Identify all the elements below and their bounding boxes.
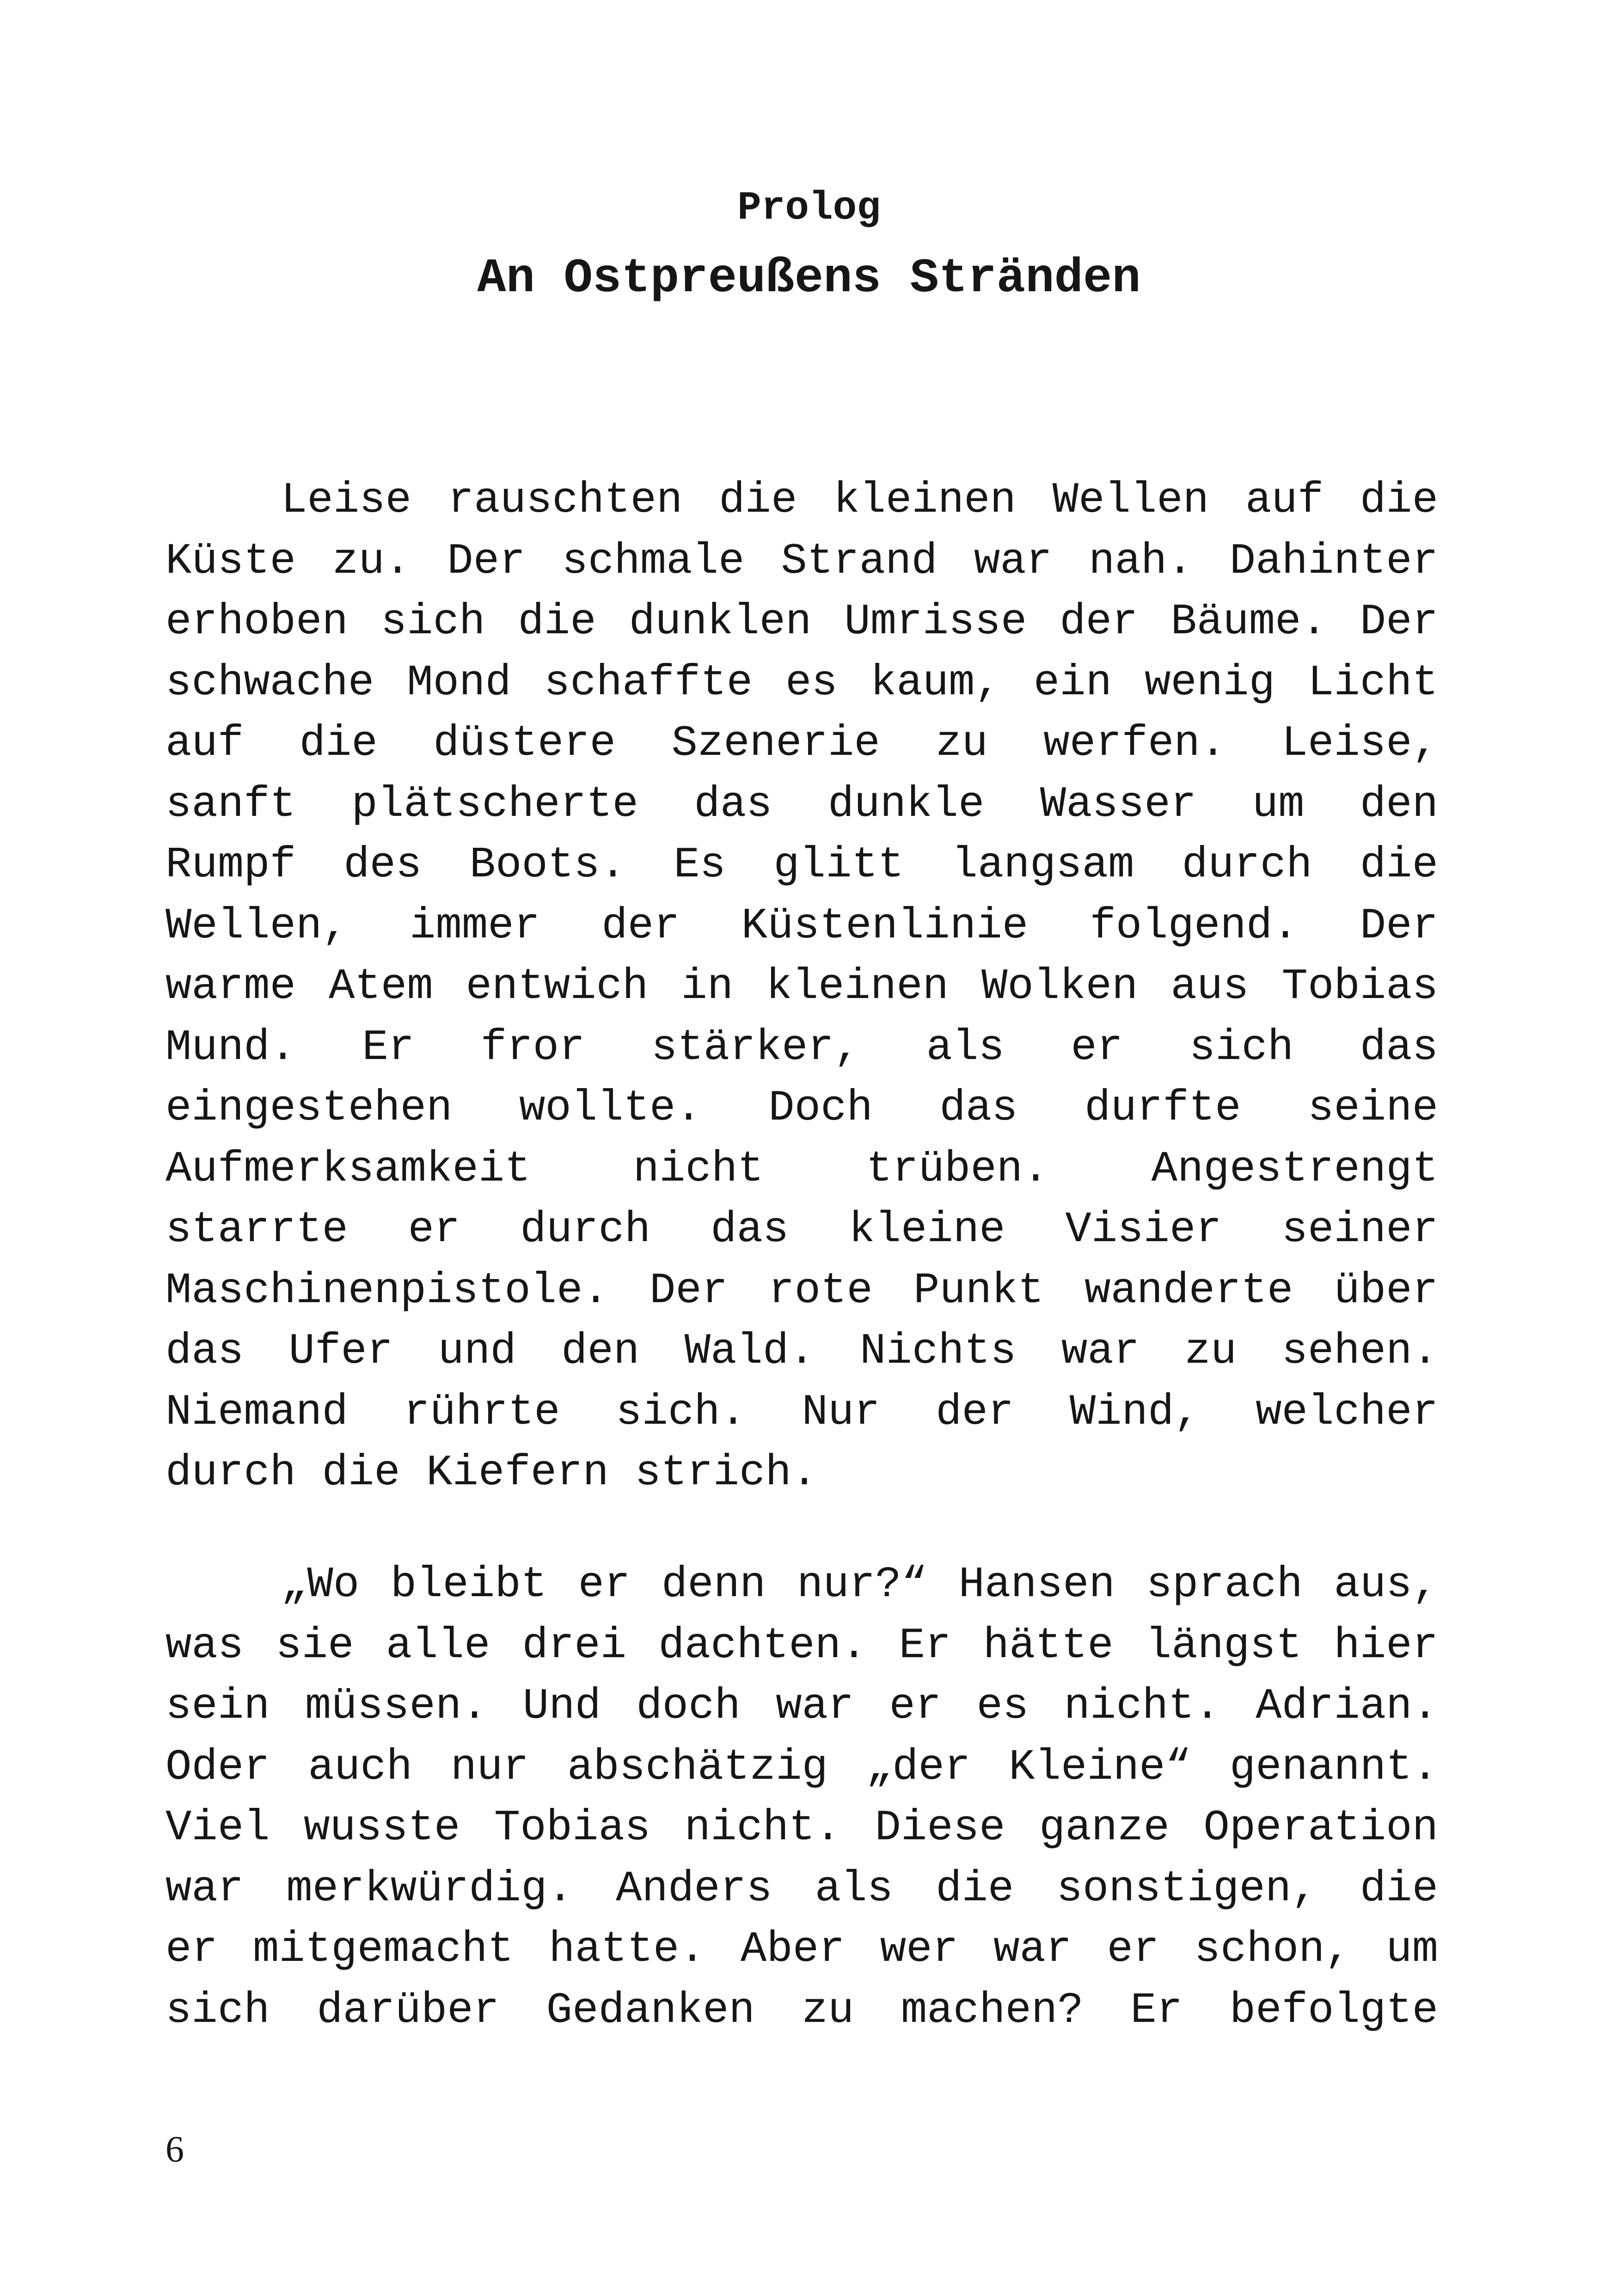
text-line: Rumpf des Boots. Es glitt langsam durch die [165, 841, 1438, 890]
text-line: auf die düstere Szenerie zu werfen. Leise, [165, 719, 1438, 768]
text-line: war merkwürdig. Anders als die sonstigen, die [165, 1864, 1438, 1914]
text-line: eingestehen wollte. Doch das durfte seine [165, 1084, 1438, 1133]
chapter-title: An Ostpreußens Stränden [477, 251, 1141, 306]
text-line: „Wo bleibt er denn nur?“ Hansen sprach aus, [281, 1561, 1438, 1610]
text-line: das Ufer und den Wald. Nichts war zu sehen. [165, 1327, 1438, 1376]
text-line: Küste zu. Der schmale Strand war nah. Dahinter [165, 537, 1438, 586]
text-line: Wellen, immer der Küstenlinie folgend. Der [165, 901, 1438, 951]
text-line: er mitgemacht hatte. Aber wer war er schon, um [165, 1925, 1438, 1974]
text-line: durch die Kiefern strich. [165, 1449, 818, 1498]
text-line: Leise rauschten die kleinen Wellen auf die [281, 476, 1438, 525]
text-line: Aufmerksamkeit nicht trüben. Angestrengt [165, 1145, 1438, 1194]
chapter-label: Prolog [737, 185, 881, 231]
text-line: Oder auch nur abschätzig „der Kleine“ genannt. [165, 1743, 1438, 1792]
text-line: was sie alle drei dachten. Er hätte längst hier [165, 1621, 1438, 1671]
text-line: Maschinenpistole. Der rote Punkt wanderte über [165, 1266, 1438, 1316]
paragraph-2 [165, 1555, 1438, 2041]
text-line: sein müssen. Und doch war er es nicht. Adrian. [165, 1682, 1438, 1731]
text-line: Niemand rührte sich. Nur der Wind, welcher [165, 1388, 1438, 1437]
text-line: erhoben sich die dunklen Umrisse der Bäume. Der [165, 598, 1438, 647]
text-line: schwache Mond schaffte es kaum, ein wenig Licht [165, 658, 1438, 708]
text-line: warme Atem entwich in kleinen Wolken aus Tobias [165, 962, 1438, 1011]
text-line: Viel wusste Tobias nicht. Diese ganze Operation [165, 1804, 1438, 1853]
text-line: sanft plätscherte das dunkle Wasser um den [165, 780, 1438, 829]
page-number: 6 [165, 2129, 184, 2170]
paragraph-1 [165, 471, 1438, 1504]
text-line: starrte er durch das kleine Visier seiner [165, 1206, 1438, 1255]
text-line: Mund. Er fror stärker, als er sich das [165, 1023, 1438, 1072]
text-line: sich darüber Gedanken zu machen? Er befolgte [165, 1986, 1438, 2035]
